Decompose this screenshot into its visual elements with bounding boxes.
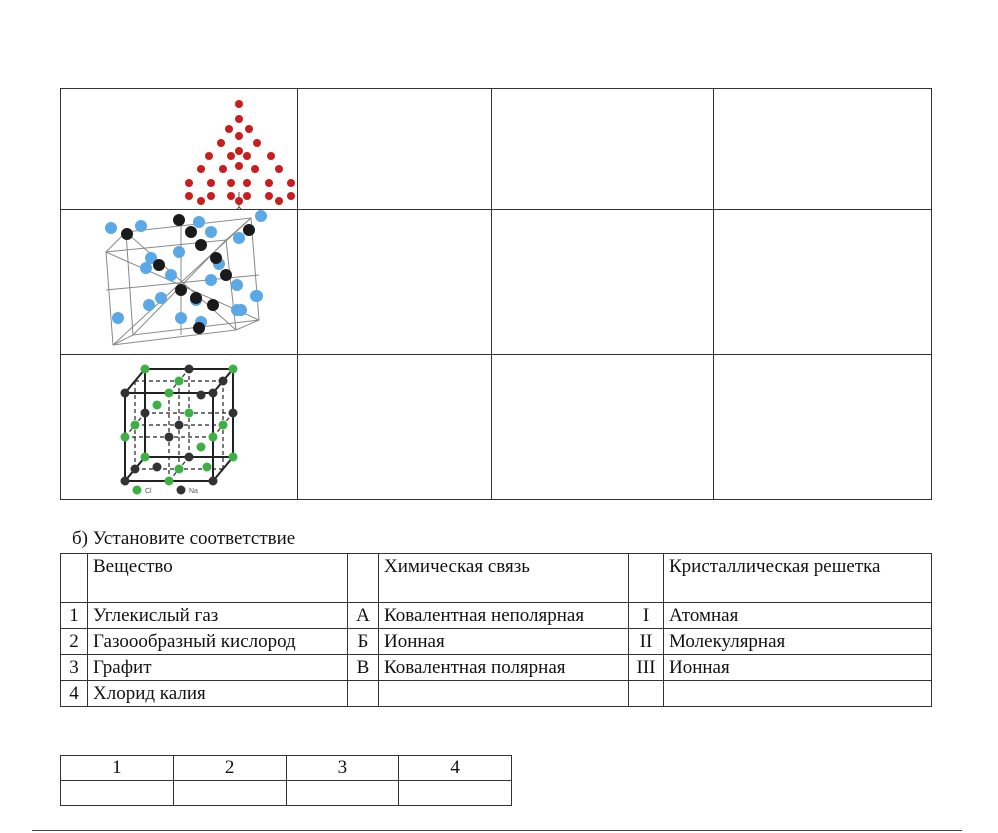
row-number: 1	[61, 603, 88, 629]
empty-cell	[492, 355, 714, 500]
lattice-cell	[664, 681, 932, 707]
row-number: 3	[61, 655, 88, 681]
answer-header-row	[61, 756, 512, 781]
empty-cell	[297, 89, 492, 210]
na-legend-label: Na	[189, 488, 198, 495]
empty-cell	[714, 355, 932, 500]
diamond-lattice-icon	[61, 89, 297, 209]
answer-table	[60, 755, 512, 806]
answer-header: 1	[61, 756, 174, 781]
bond-letter	[348, 681, 379, 707]
empty-cell	[492, 210, 714, 355]
bond-cell	[379, 681, 629, 707]
structures-row	[61, 355, 932, 500]
lattice-cell: Ионная	[664, 655, 932, 681]
empty-cell	[629, 554, 664, 603]
lattice-roman: I	[629, 603, 664, 629]
answer-input-row	[61, 781, 512, 806]
answer-header: 2	[173, 756, 286, 781]
structures-row	[61, 210, 932, 355]
table-row	[61, 629, 932, 655]
substance-cell: Газоообразный кислород	[88, 629, 348, 655]
matching-header-row	[61, 554, 932, 603]
lattice-legend	[133, 486, 199, 496]
lattice-roman	[629, 681, 664, 707]
structure-image-cell	[61, 210, 298, 355]
row-number: 4	[61, 681, 88, 707]
structures-table	[60, 88, 932, 500]
bond-cell: Ионная	[379, 629, 629, 655]
structure-image-cell	[61, 355, 298, 500]
answer-cell[interactable]	[286, 781, 399, 806]
answer-header: 4	[399, 756, 512, 781]
structures-row	[61, 89, 932, 210]
task-heading: б) Установите соответствие	[72, 528, 296, 549]
page-divider	[32, 830, 962, 831]
empty-cell	[297, 210, 492, 355]
cl-legend-label: Cl	[145, 488, 152, 495]
lattice-roman: III	[629, 655, 664, 681]
empty-cell	[492, 89, 714, 210]
table-row	[61, 681, 932, 707]
bond-letter: В	[348, 655, 379, 681]
structure-image-cell	[61, 89, 298, 210]
substance-cell: Углекислый газ	[88, 603, 348, 629]
bond-header: Химическая связь	[379, 554, 629, 603]
nacl-ionic-lattice-icon	[61, 355, 297, 499]
cl-legend-marker	[133, 486, 142, 495]
table-row	[61, 655, 932, 681]
empty-cell	[714, 89, 932, 210]
empty-cell	[61, 554, 88, 603]
empty-cell	[297, 355, 492, 500]
lattice-cell: Атомная	[664, 603, 932, 629]
bond-cell: Ковалентная неполярная	[379, 603, 629, 629]
bond-letter: Б	[348, 629, 379, 655]
answer-cell[interactable]	[61, 781, 174, 806]
answer-header: 3	[286, 756, 399, 781]
substance-cell: Хлорид калия	[88, 681, 348, 707]
substance-cell: Графит	[88, 655, 348, 681]
lattice-roman: II	[629, 629, 664, 655]
lattice-header: Кристаллическая решетка	[664, 554, 932, 603]
matching-table	[60, 553, 932, 707]
empty-cell	[714, 210, 932, 355]
table-row	[61, 603, 932, 629]
substance-header: Вещество	[88, 554, 348, 603]
lattice-cell: Молекулярная	[664, 629, 932, 655]
answer-cell[interactable]	[173, 781, 286, 806]
bond-letter: А	[348, 603, 379, 629]
answer-cell[interactable]	[399, 781, 512, 806]
row-number: 2	[61, 629, 88, 655]
empty-cell	[348, 554, 379, 603]
co2-molecular-lattice-icon	[61, 210, 297, 354]
na-legend-marker	[177, 486, 186, 495]
bond-cell: Ковалентная полярная	[379, 655, 629, 681]
